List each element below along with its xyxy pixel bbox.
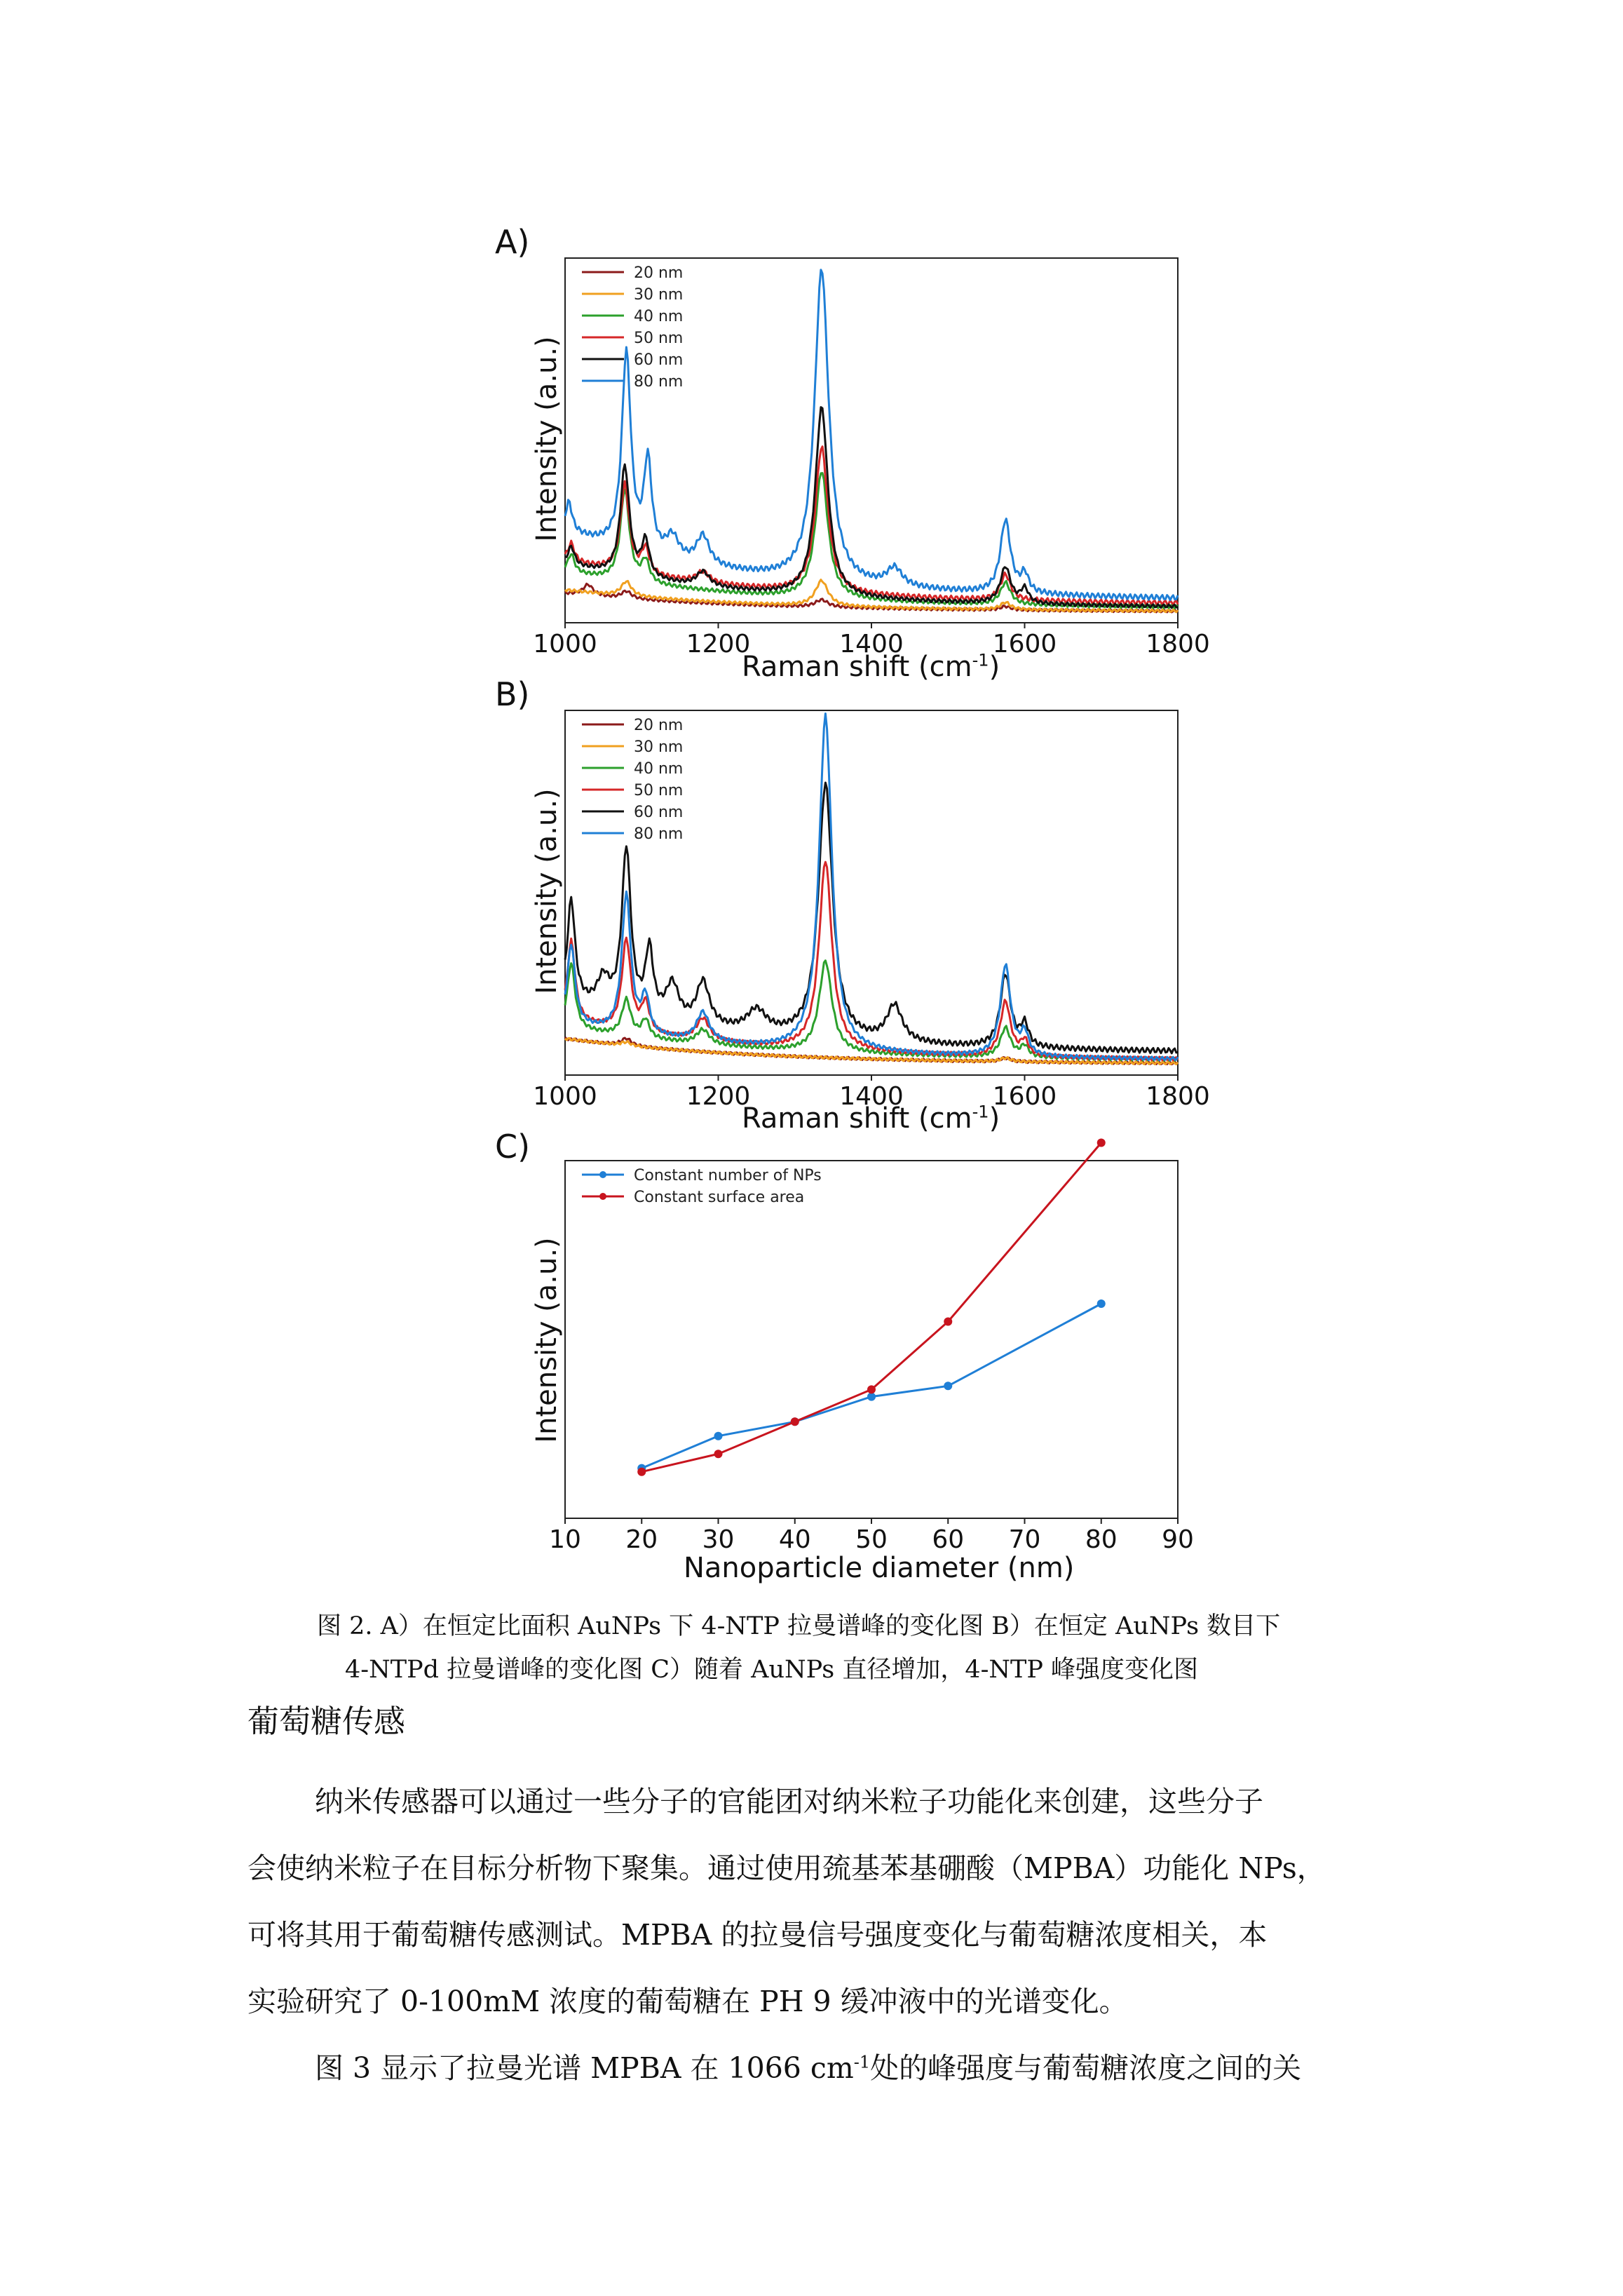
- panel-a-x-axis-title-end: ): [989, 651, 1000, 683]
- panel-b-x-axis-title: [742, 1102, 1000, 1135]
- chart-2-x-tick-label: 10: [549, 1525, 581, 1554]
- chart-2-point-constant-number-of-nps: [867, 1393, 876, 1401]
- chart-0-x-tick-label: 1400: [839, 630, 904, 659]
- paragraph-1-line-4: 实验研究了 0-100mM 浓度的葡萄糖在 PH 9 缓冲液中的光谱变化。: [247, 1985, 1128, 2018]
- panel-c-chart: [549, 1161, 1194, 1554]
- chart-1-legend-label: 60 nm: [634, 803, 684, 821]
- panel-b-x-axis-title-text: Raman shift (cm: [742, 1102, 972, 1135]
- panel-b-label: B): [495, 675, 530, 713]
- chart-2-legend-label: Constant number of NPs: [634, 1166, 822, 1184]
- chart-1-x-tick-label: 1200: [686, 1082, 751, 1111]
- paragraph-2-text-end: 处的峰强度与葡萄糖浓度之间的关: [870, 2051, 1302, 2085]
- chart-2-point-constant-number-of-nps: [1097, 1299, 1106, 1308]
- chart-2-plot-frame: [565, 1161, 1178, 1518]
- chart-2-point-constant-number-of-nps: [714, 1432, 723, 1440]
- panel-a-label: A): [495, 223, 530, 261]
- chart-2-point-constant-surface-area: [1097, 1139, 1106, 1147]
- panel-b-x-axis-title-sup: -1: [972, 1102, 989, 1122]
- chart-2-x-tick-label: 80: [1085, 1525, 1118, 1554]
- figure-caption-line-1: 图 2. A）在恒定比面积 AuNPs 下 4-NTP 拉曼谱峰的变化图 B）在恒定 AuNPs 数目下: [317, 1612, 1281, 1640]
- chart-0-legend-label: 30 nm: [634, 285, 684, 304]
- chart-0-legend-label: 80 nm: [634, 372, 684, 391]
- chart-1-x-tick-label: 1600: [992, 1082, 1057, 1111]
- chart-2-x-tick-label: 50: [855, 1525, 888, 1554]
- paragraph-1-line-3: 可将其用于葡萄糖传感测试。MPBA 的拉曼信号强度变化与葡萄糖浓度相关，本: [247, 1918, 1268, 1952]
- panel-a-x-axis-title: [742, 651, 1000, 683]
- chart-0-x-tick-label: 1800: [1146, 630, 1210, 659]
- chart-2-x-tick-label: 60: [932, 1525, 965, 1554]
- chart-2-legend-marker: [599, 1171, 606, 1178]
- paragraph-1-line-2: 会使纳米粒子在目标分析物下聚集。通过使用巯基苯基硼酸（MPBA）功能化 NPs，: [247, 1851, 1326, 1885]
- chart-1-x-tick-label: 1800: [1146, 1082, 1210, 1111]
- panel-c-y-axis-title: Intensity (a.u.): [531, 1237, 563, 1443]
- chart-2-legend-label: Constant surface area: [634, 1188, 805, 1206]
- panel-a-y-axis-title: Intensity (a.u.): [531, 336, 563, 542]
- panel-b-x-axis-title-end: ): [989, 1102, 1000, 1135]
- panel-a-x-axis-title-text: Raman shift (cm: [742, 651, 972, 683]
- chart-2-point-constant-surface-area: [714, 1450, 723, 1458]
- paragraph-2: [247, 2035, 1390, 2102]
- chart-1-legend-label: 50 nm: [634, 781, 684, 799]
- chart-1-legend-label: 30 nm: [634, 738, 684, 756]
- chart-0-x-tick-label: 1600: [992, 630, 1057, 659]
- chart-1-legend-label: 20 nm: [634, 716, 684, 734]
- chart-0-x-tick-label: 1000: [533, 630, 597, 659]
- panel-a-x-axis-title-sup: -1: [972, 650, 989, 670]
- chart-2-point-constant-surface-area: [944, 1318, 952, 1326]
- chart-2-x-tick-label: 40: [778, 1525, 811, 1554]
- chart-2-point-constant-surface-area: [637, 1468, 646, 1476]
- panel-c-x-axis-title: Nanoparticle diameter (nm): [684, 1552, 1075, 1584]
- chart-1-x-tick-label: 1400: [839, 1082, 904, 1111]
- chart-0-legend-label: 60 nm: [634, 351, 684, 369]
- paragraph-1-line-1: 纳米传感器可以通过一些分子的官能团对纳米粒子功能化来创建，这些分子: [315, 1785, 1263, 1818]
- paragraph-2-line-1: [247, 2035, 1390, 2102]
- paragraph-2-sup: -1: [853, 2052, 871, 2072]
- chart-2-x-tick-label: 30: [702, 1525, 735, 1554]
- panel-b-y-axis-title: Intensity (a.u.): [531, 788, 563, 994]
- chart-0-x-tick-label: 1200: [686, 630, 751, 659]
- chart-1-legend-label: 40 nm: [634, 759, 684, 778]
- figure-caption-line-2: 4-NTPd 拉曼谱峰的变化图 C）随着 AuNPs 直径增加，4-NTP 峰强度变化图: [345, 1656, 1199, 1684]
- paragraph-1: [247, 1769, 1390, 2035]
- chart-2-x-tick-label: 90: [1162, 1525, 1194, 1554]
- chart-1-series-60-nm: [565, 783, 1178, 1053]
- chart-2-point-constant-number-of-nps: [944, 1382, 952, 1390]
- chart-0-series-40-nm: [565, 473, 1178, 609]
- chart-0-legend-label: 20 nm: [634, 264, 684, 282]
- chart-0-legend-label: 40 nm: [634, 307, 684, 325]
- chart-1-x-tick-label: 1000: [533, 1082, 597, 1111]
- chart-2-point-constant-surface-area: [791, 1417, 799, 1426]
- chart-0-legend-label: 50 nm: [634, 329, 684, 347]
- section-heading: 葡萄糖传感: [247, 1703, 406, 1740]
- chart-2-point-constant-surface-area: [867, 1385, 876, 1393]
- panel-c-label: C): [495, 1128, 531, 1166]
- paragraph-2-text: 图 3 显示了拉曼光谱 MPBA 在 1066 cm: [315, 2051, 854, 2085]
- chart-2-x-tick-label: 20: [625, 1525, 658, 1554]
- chart-2-legend-marker: [599, 1193, 606, 1200]
- chart-1-legend-label: 80 nm: [634, 825, 684, 843]
- chart-2-x-tick-label: 70: [1008, 1525, 1041, 1554]
